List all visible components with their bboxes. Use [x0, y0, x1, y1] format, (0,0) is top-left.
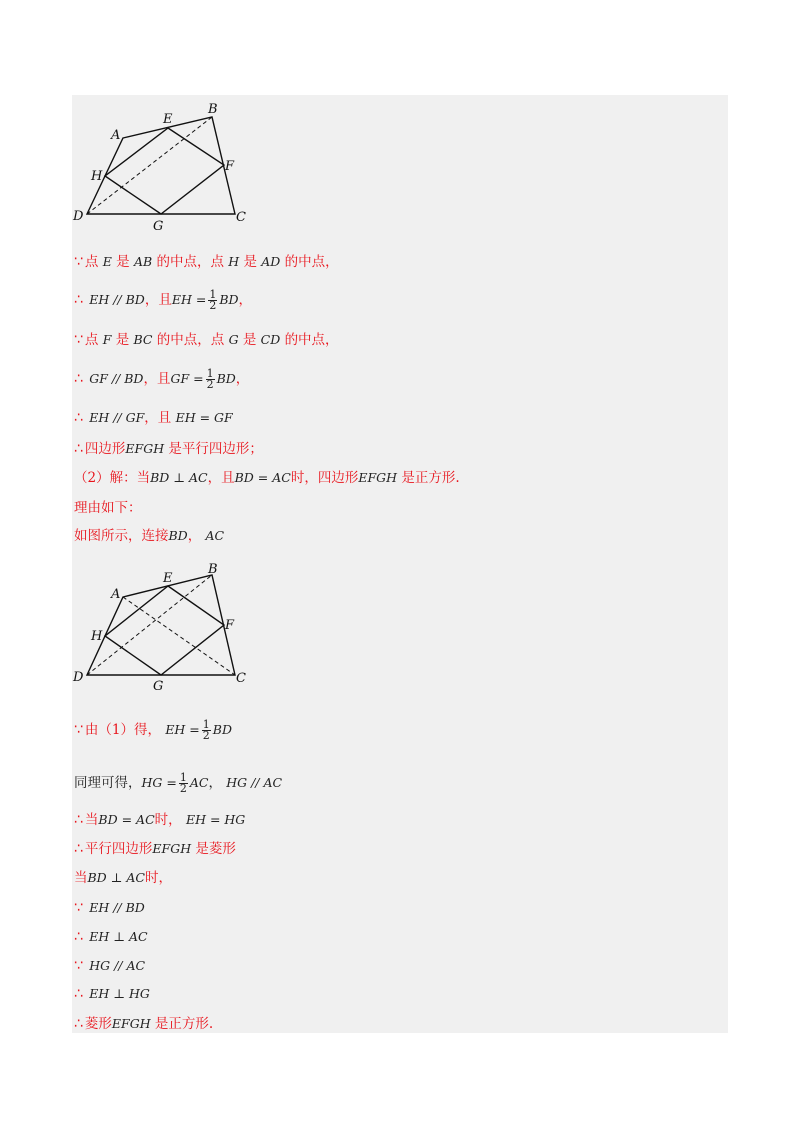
line-1: ∵ 点 E 是 AB 的中点，点 H 是 AD 的中点，	[74, 254, 339, 270]
line-5: ∴ EH // GF，且 EH = GF	[74, 410, 233, 426]
fig1-label-E: E	[163, 112, 173, 127]
fig1-label-B: B	[208, 102, 218, 117]
fig2-label-A: A	[111, 587, 121, 602]
figure-1-quadrilateral	[72, 100, 272, 235]
line-8: 理由如下：	[74, 500, 142, 516]
fig2-label-F: F	[225, 618, 235, 633]
fig2-label-D: D	[73, 670, 84, 685]
line-3: ∵ 点 F 是 BC 的中点，点 G 是 CD 的中点，	[74, 332, 339, 348]
fig2-label-G: G	[153, 679, 164, 694]
line-10: ∵ 由（1）得， EH = $\frac{1}{2}$ BD	[74, 718, 233, 742]
line-2: ∴ EH // BD，且EH = $\frac{1}{2}$ BD，	[74, 288, 253, 312]
fig1-label-C: C	[236, 210, 246, 225]
fig1-label-H: H	[91, 169, 103, 184]
fig2-label-E: E	[163, 571, 173, 586]
line-17: ∵ HG // AC	[74, 958, 146, 974]
line-13: ∴ 平行四边形EFGH 是菱形	[74, 841, 236, 857]
fig2-label-B: B	[208, 562, 218, 577]
line-4: ∴ GF // BD，且GF = $\frac{1}{2}$ BD，	[74, 367, 250, 391]
line-14: 当BD ⊥ AC时，	[74, 870, 173, 886]
line-11: 同理可得，HG = $\frac{1}{2}$ AC， HG // AC	[74, 771, 283, 795]
line-15: ∵ EH // BD	[74, 900, 145, 916]
fig2-label-H: H	[91, 629, 103, 644]
fig1-label-A: A	[111, 128, 121, 143]
line-16: ∴ EH ⊥ AC	[74, 929, 148, 945]
line-18: ∴ EH ⊥ HG	[74, 986, 150, 1002]
line-12: ∴ 当BD = AC时， EH = HG	[74, 812, 246, 828]
fig1-label-D: D	[73, 209, 84, 224]
fig1-label-G: G	[153, 219, 164, 234]
figure-2-quadrilateral	[72, 561, 272, 696]
line-6: ∴ 四边形EFGH 是平行四边形；	[74, 441, 263, 457]
line-9: 如图所示，连接BD， AC	[74, 528, 225, 544]
fig2-label-C: C	[236, 671, 246, 686]
line-19: ∴ 菱形EFGH 是正方形.	[74, 1016, 214, 1032]
fig1-label-F: F	[225, 159, 235, 174]
line-7: （2）解：当BD ⊥ AC，且BD = AC时，四边形EFGH 是正方形.	[74, 470, 460, 486]
